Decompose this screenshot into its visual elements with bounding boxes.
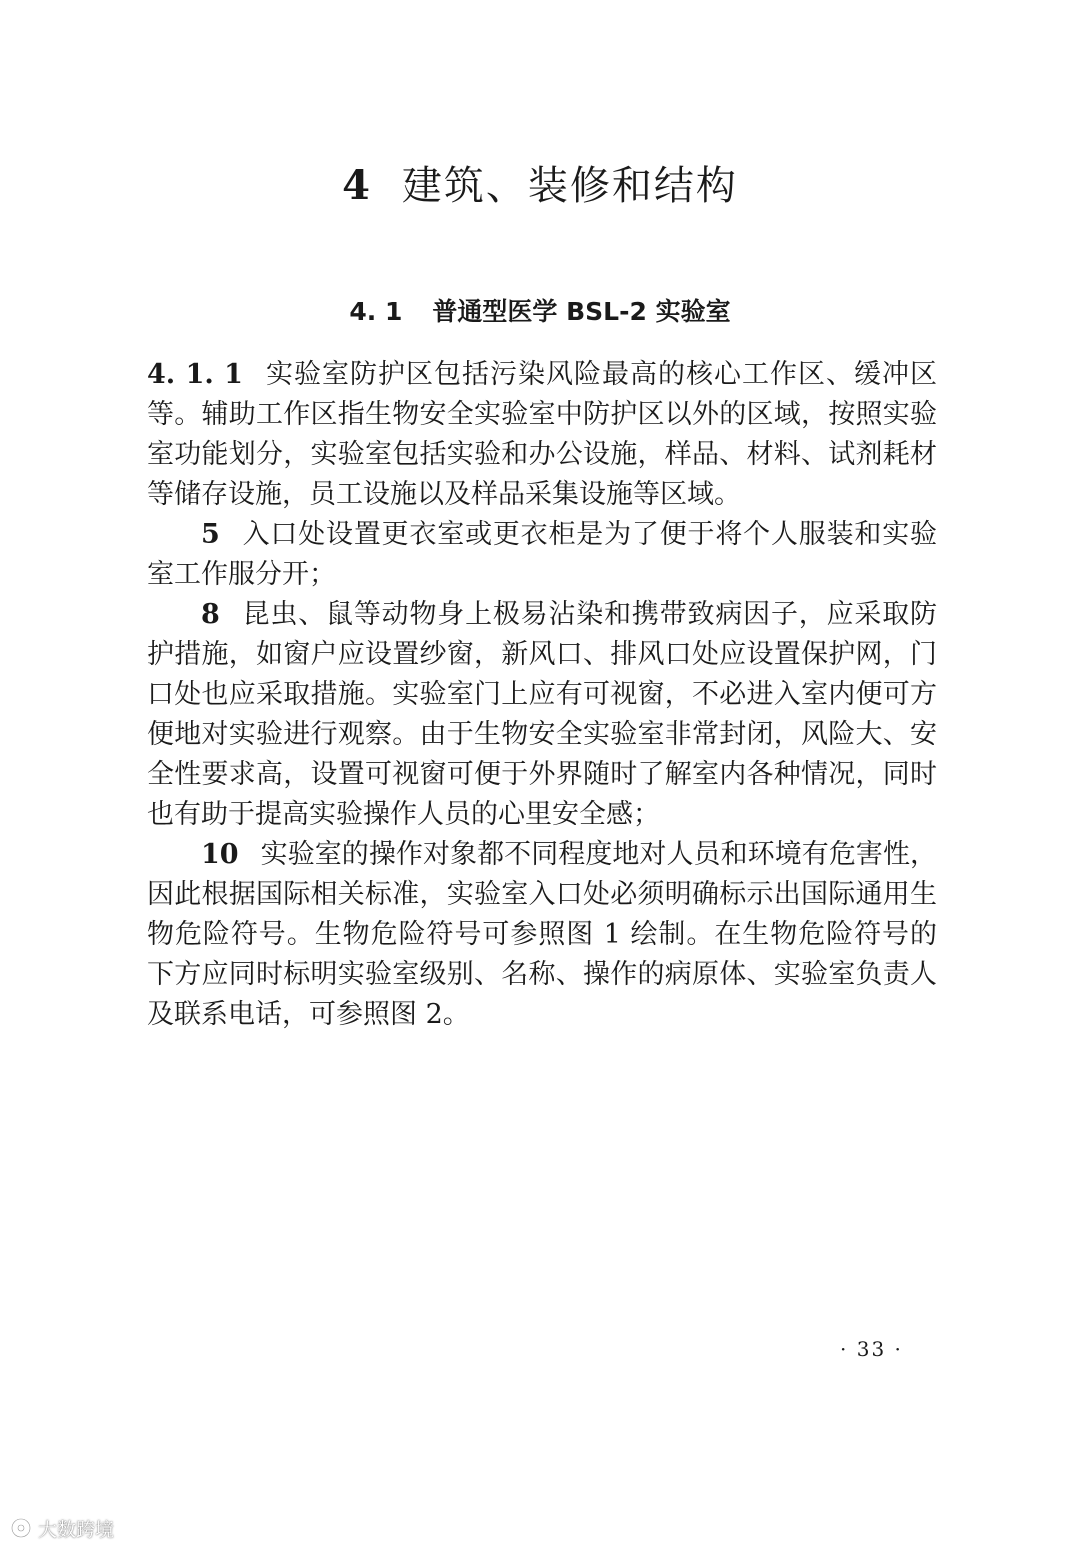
- clause-number: 4. 1. 1: [147, 359, 243, 390]
- body-text: [147, 355, 937, 1035]
- paragraph-10: [147, 835, 937, 1035]
- clause-number: 8: [201, 599, 220, 630]
- section-title-text: 普通型医学 BSL-2 实验室: [432, 297, 731, 326]
- section-number: 4. 1: [349, 297, 403, 326]
- chapter-title-text: 建筑、装修和结构: [401, 163, 738, 209]
- paragraph-text: 入口处设置更衣室或更衣柜是为了便于将个人服装和实验室工作服分开；: [147, 519, 937, 590]
- paragraph-text: 昆虫、鼠等动物身上极易沾染和携带致病因子，应采取防护措施，如窗户应设置纱窗，新风口、排风口处应设置保护网，门口处也应采取措施。实验室门上应有可视窗，不必进入室内便可方便地对实验进行观察。由于生物安全实验室非常封闭，风险大、安全性要求高，设置可视窗可便于外界随时了解室内各种情况，同时也有助于提高实验操作人员的心里安全感；: [147, 599, 937, 830]
- section-title: [0, 292, 1080, 332]
- watermark: [10, 1513, 114, 1543]
- paragraph-text: 实验室防护区包括污染风险最高的核心工作区、缓冲区等。辅助工作区指生物安全实验室中防护区以外的区域，按照实验室功能划分，实验室包括实验和办公设施，样品、材料、试剂耗材等储存设施，员工设施以及样品采集设施等区域。: [147, 359, 937, 510]
- paragraph-4-1-1: [147, 355, 937, 515]
- page-number: · 33 ·: [840, 1337, 903, 1361]
- clause-number: 10: [201, 839, 239, 870]
- brand-logo-icon: [10, 1517, 32, 1539]
- chapter-number: 4: [342, 162, 372, 209]
- paragraph-text: 实验室的操作对象都不同程度地对人员和环境有危害性，因此根据国际相关标准，实验室入口处必须明确标示出国际通用生物危险符号。生物危险符号可参照图 1 绘制。在生物危险符号的下方应同时标明实验室级别、名称、操作的病原体、实验室负责人及联系电话，可参照图 2。: [147, 839, 937, 1030]
- paragraph-8: [147, 595, 937, 835]
- paragraph-5: [147, 515, 937, 595]
- watermark-text: 大数跨境: [38, 1518, 115, 1541]
- chapter-title: [0, 158, 1080, 214]
- clause-number: 5: [201, 519, 220, 550]
